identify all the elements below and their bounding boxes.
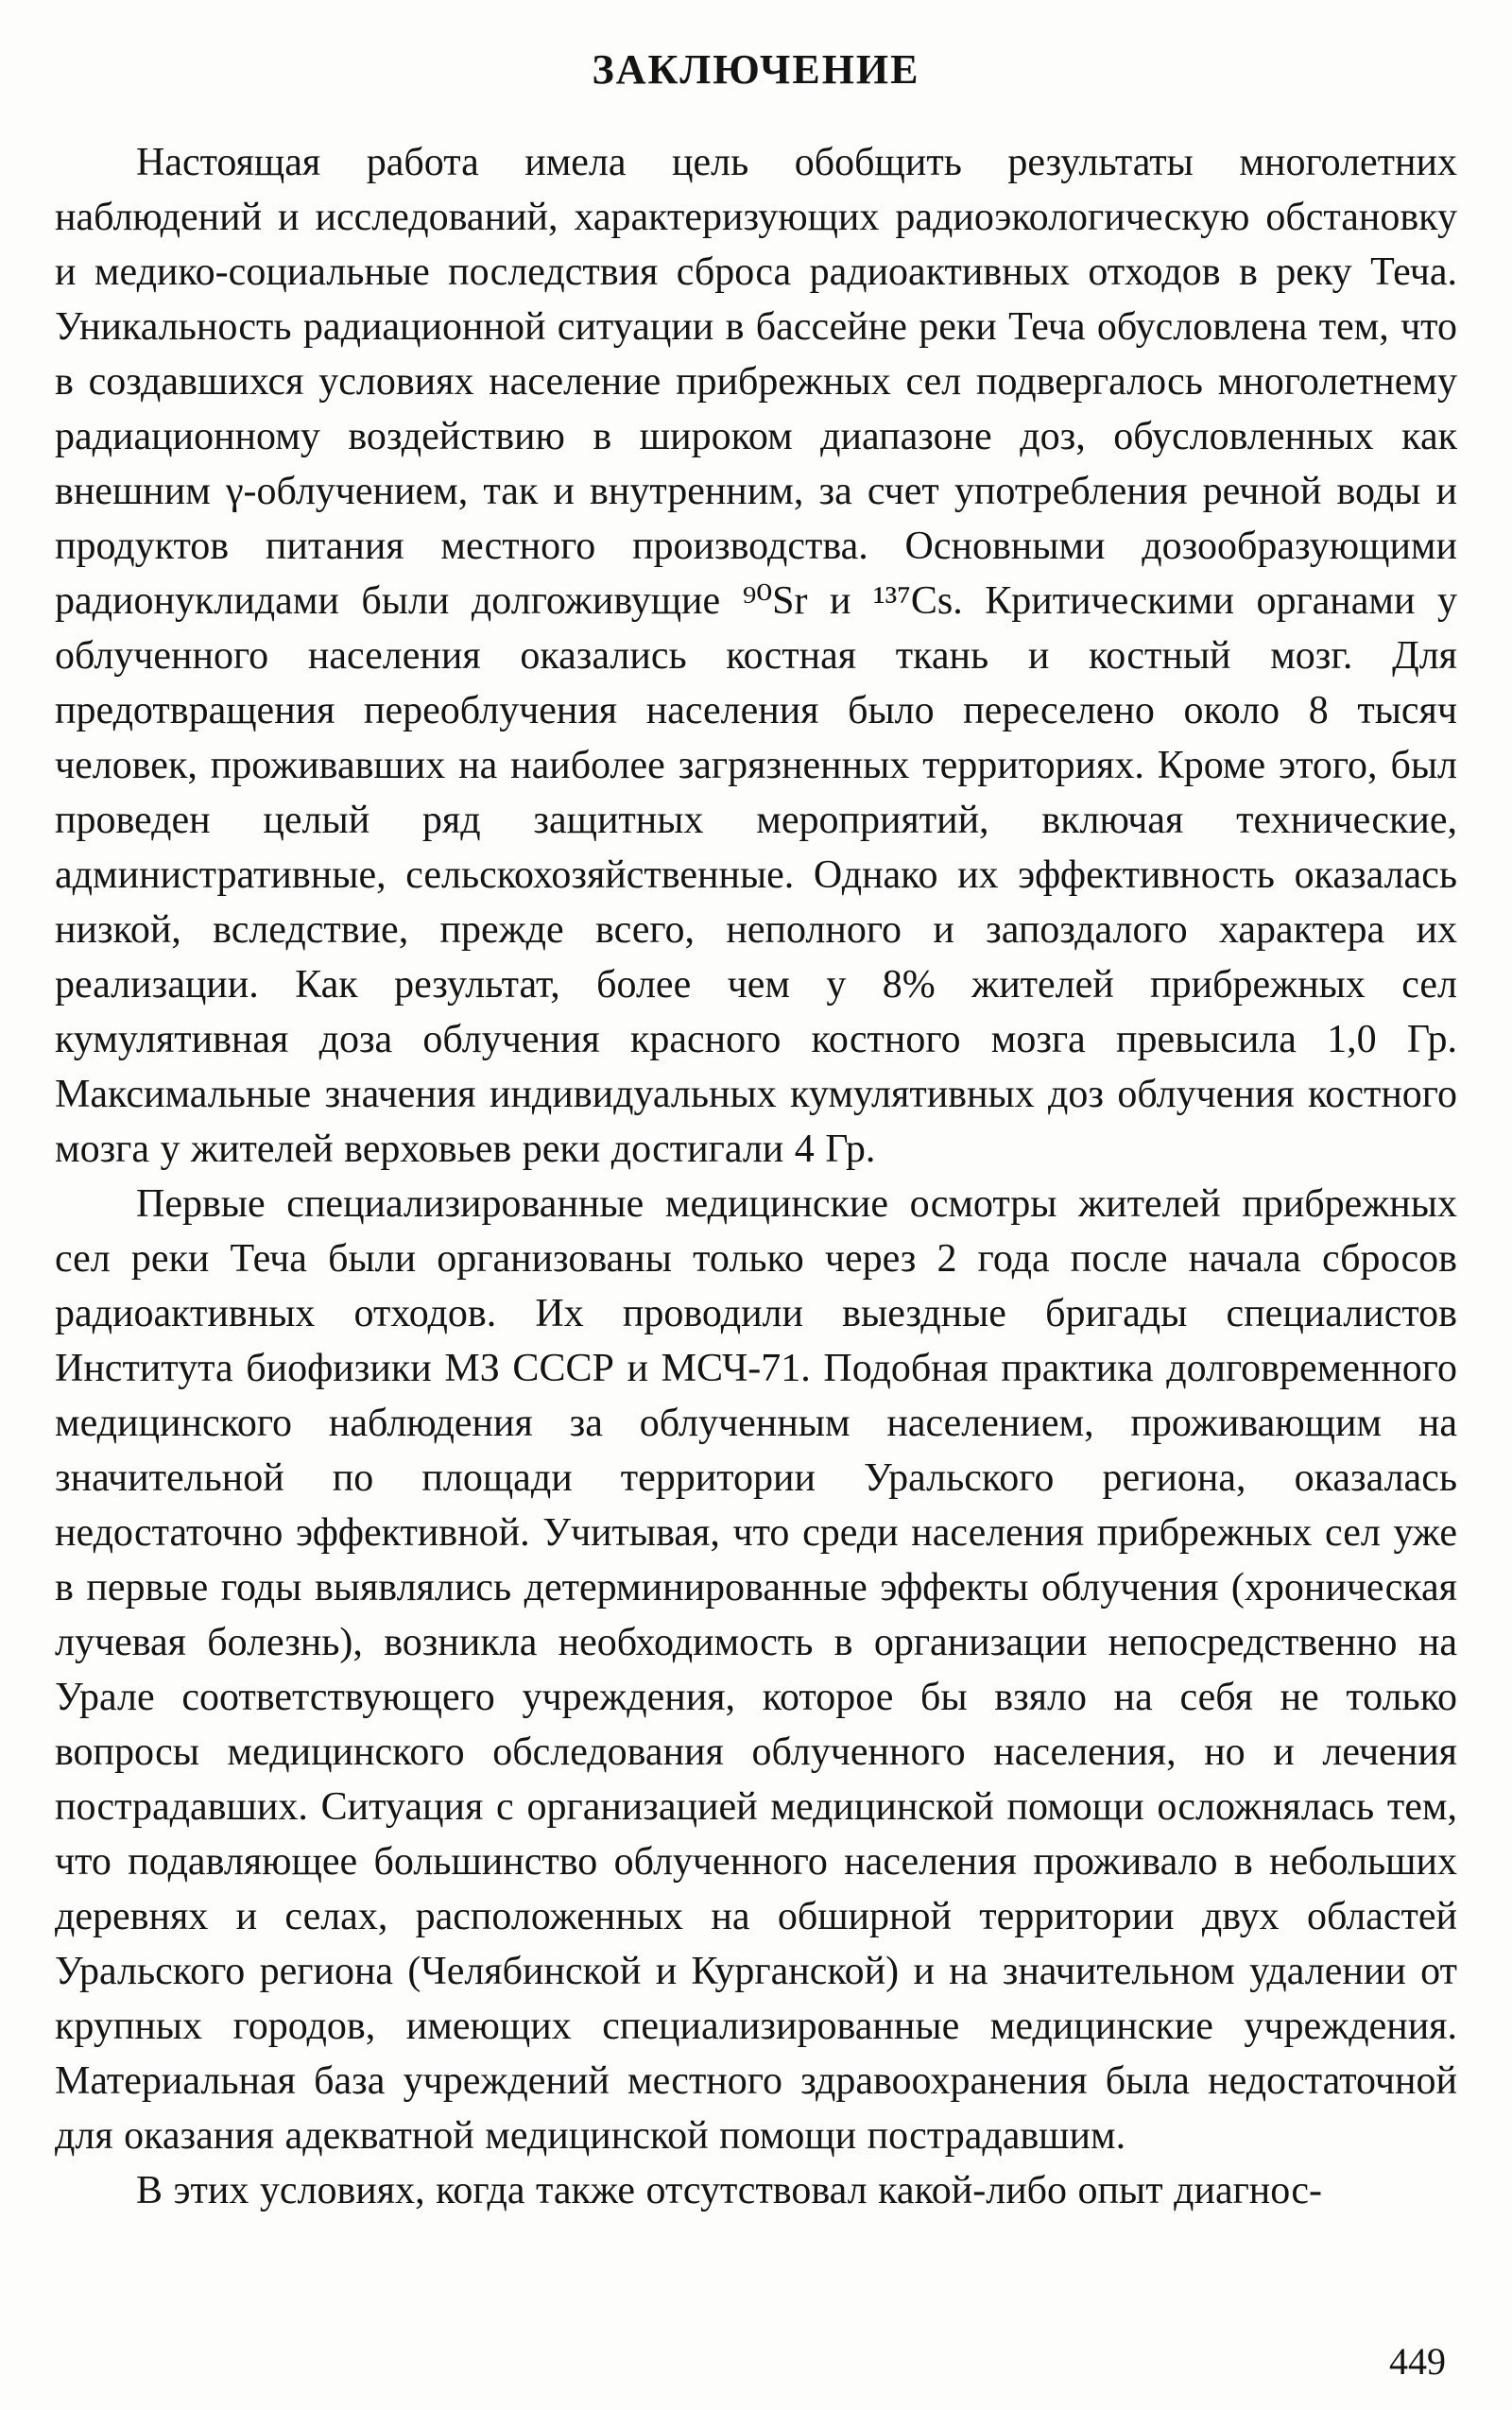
paragraph-2: Первые специализированные медицинские осмотры жителей прибрежных сел реки Теча были организованы только через 2 года после начала сбросов радиоактивных отходов. Их проводили выездные бригады специалистов Института биофизики МЗ СССР и МСЧ-71. Подобная практика долговременного медицинского наблюдения за облученным населением, проживающим на значительной по площади территории Уральского региона, оказалась недостаточно эффективной. Учитывая, что среди населения прибрежных сел уже в первые годы выявлялись детерминированные эффекты облучения (хроническая лучевая болезнь), возникла необходимость в организации непосредственно на Урале соответствующего учреждения, которое бы взяло на себя не только вопросы медицинского обследования облученного населения, но и лечения пострадавших. Ситуация с организацией медицинской помощи осложнялась тем, что подавляющее большинство облученного населения проживало в небольших деревнях и селах, расположенных на обширной территории двух областей Уральского региона (Челябинской и Курганской) и на значительном удалении от крупных городов, имеющих специализированные медицинские учреждения. Материальная база учреждений местного здравоохранения была недостаточной для оказания адекватной медицинской помощи пострадавшим. — [55, 1182, 1457, 2158]
body-text — [55, 135, 1457, 2218]
paragraph-1: Настоящая работа имела цель обобщить результаты многолетних наблюдений и исследований, характеризующих радиоэкологическую обстановку и медико-социальные последствия сброса радиоактивных отходов в реку Теча. Уникальность радиационной ситуации в бассейне реки Теча обусловлена тем, что в создавшихся условиях население прибрежных сел подвергалось многолетнему радиационному воздействию в широком диапазоне доз, обусловленных как внешним γ-облучением, так и внутренним, за счет употребления речной воды и продуктов питания местного производства. Основными дозообразующими радионуклидами были долгоживущие ⁹⁰Sr и ¹³⁷Cs. Критическими органами у облученного населения оказались костная ткань и костный мозг. Для предотвращения переоблучения населения было переселено около 8 тысяч человек, проживавших на наиболее загрязненных территориях. Кроме этого, был проведен целый ряд защитных мероприятий, включая технические, административные, сельскохозяйственные. Однако их эффективность оказалась низкой, вследствие, прежде всего, неполного и запоздалого характера их реализации. Как результат, более чем у 8% жителей прибрежных сел кумулятивная доза облучения красного костного мозга превысила 1,0 Гр. Максимальные значения индивидуальных кумулятивных доз облучения костного мозга у жителей верховьев реки достигали 4 Гр. — [55, 141, 1457, 1171]
page-number: 449 — [1389, 2340, 1446, 2383]
paragraph-3: В этих условиях, когда также отсутствовал какой-либо опыт диагнос- — [136, 2169, 1322, 2212]
page-title: ЗАКЛЮЧЕНИЕ — [592, 46, 920, 93]
